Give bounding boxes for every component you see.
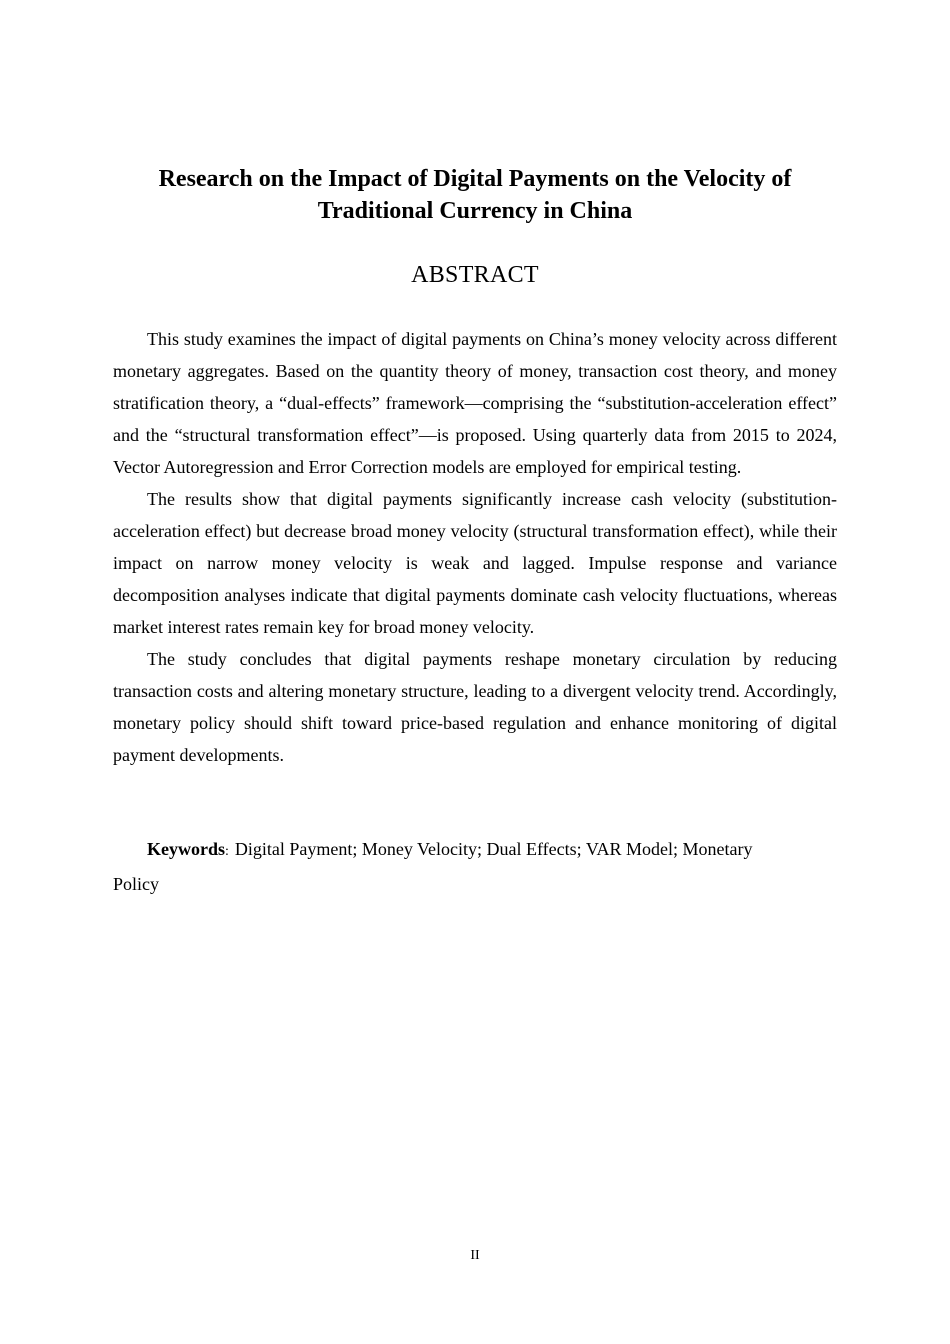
page-number: II [470, 1248, 480, 1263]
abstract-body [113, 323, 837, 771]
abstract-heading: ABSTRACT [411, 262, 539, 288]
paper-title: Research on the Impact of Digital Payments on the Velocity of Traditional Currency in China [158, 166, 792, 224]
abstract-paragraph-2: The results show that digital payments significantly increase cash velocity (substitution-acceleration effect) but decrease broad money velocity (structural transformation effect), while their impact on narrow money velocity is weak and lagged. Impulse response and variance decomposition analyses indicate that digital payments dominate cash velocity fluctuations, whereas market interest rates remain key for broad money velocity. [113, 489, 837, 637]
abstract-paragraph-3: The study concludes that digital payments reshape monetary circulation by reducing transaction costs and altering monetary structure, leading to a divergent velocity trend. Accordingly, monetary policy should shift toward price-based regulation and enhance monitoring of digital payment developments. [113, 649, 837, 765]
keywords-text: Digital Payment; Money Velocity; Dual Effects; VAR Model; Monetary Policy [113, 839, 753, 894]
abstract-paragraph-1: This study examines the impact of digital payments on China’s money velocity across different monetary aggregates. Based on the quantity theory of money, transaction cost theory, and money stratification theory, a “dual-effects” framework—comprising the “substitution-acceleration effect” and the “structural transformation effect”—is proposed. Using quarterly data from 2015 to 2024, Vector Autoregression and Error Correction models are employed for empirical testing. [113, 329, 837, 477]
keywords-line [113, 833, 837, 900]
keywords-colon: : [225, 844, 229, 859]
keywords-label: Keywords [147, 839, 225, 859]
